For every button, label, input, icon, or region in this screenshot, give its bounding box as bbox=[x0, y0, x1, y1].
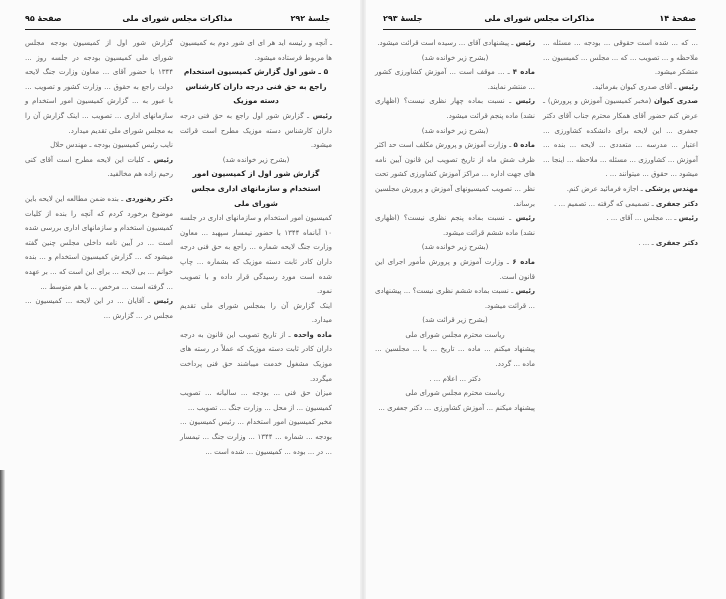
speech-text: ـ نسبت بماده ششم نظری نیست؟ ... پیشنهادی ... قرائت میشود. bbox=[375, 287, 535, 310]
signature: دکتر ... اعلام ... . bbox=[429, 374, 481, 383]
speaker-name: دکتر رهنوردی bbox=[125, 194, 173, 203]
speaker-name: رئیس bbox=[515, 39, 535, 47]
speaker-name: رئیس bbox=[515, 287, 535, 296]
paragraph bbox=[543, 236, 698, 251]
paragraph bbox=[180, 328, 332, 386]
paragraph bbox=[25, 192, 173, 294]
paragraph bbox=[25, 153, 173, 182]
speaker-name: مهندس پزشکی bbox=[645, 184, 698, 193]
speech-text: ـ بنده ضمن مطالعه این لایحه باین موضوع برخورد کردم که آنچه را بنده از کلیات کمیسیون استخدام و سازمانهای اداری بررسی شده است ... در آیین نامه داخلی مجلس چنین گفته میشود که ... گزارش کمیسیون استخدام و ... بنده خوانم ... بی لایحه ... برای این است که ... بر عهده ... گرفته است ... مرخص ... با هم متوسط ... bbox=[25, 194, 173, 291]
article-label: ماده واحده bbox=[293, 330, 332, 339]
session-number: جلسهٔ ۲۹۳ bbox=[383, 14, 423, 23]
speaker-name: دکتر جعفری bbox=[655, 199, 698, 208]
paragraph bbox=[543, 197, 698, 212]
paragraph: پیشنهاد میکنم ... آموزش کشاورزی ... دکتر جعفری ... bbox=[378, 403, 535, 412]
speaker-name: رئیس bbox=[153, 155, 173, 164]
note: (بشرح زیر خوانده شد) bbox=[421, 243, 489, 252]
paragraph: ـ آنچه و رئیسه اید هر ای ای شور دوم به کمیسیون ها مربوط فرستاده میشود. bbox=[180, 39, 332, 62]
speech-text: ـ کلیات این لایحه مطرح است آقای کنی رحیم زاده هم مخالفید. bbox=[25, 155, 173, 179]
paragraph: مخبر کمیسیون امور استخدام ... رئیس کمیسیون ... بودجه ... شماره ... ۱۳۴۴ ... وزارت جنگ ... تیمسار ... در ... بوده ... کمیسیون ... شده است ... bbox=[180, 418, 332, 456]
speech-text: ـ ... مجلس ... آقای ... . bbox=[606, 214, 677, 223]
article-text: ـ ... موقف است ... آموزش کشاورزی کشور ... منتشر نمایند. bbox=[375, 68, 535, 91]
page-number: صفحهٔ ۹۵ bbox=[25, 14, 62, 23]
speaker-name: دکتر جعفری bbox=[655, 238, 698, 247]
subheading: گزارش شور اول از کمیسیون امور استخدام و سازمانهای اداری مجلس شورای ملی bbox=[191, 169, 321, 208]
paragraph bbox=[375, 94, 535, 123]
running-title: مذاکرات مجلس شورای ملی bbox=[122, 14, 233, 23]
paragraph: ... که ... شده است حقوقی ... بودجه ... مسئله ... ملاحظه و ... تصویب ... که ... مجلس ... کمیسیون ... متشکر میشود. bbox=[543, 39, 698, 77]
speech-text: ـ آقایان ... در این لایحه ... کمیسیون ... مجلس در ... گزارش ... bbox=[25, 297, 173, 320]
section-heading: ۵ ـ شور اول گزارش کمیسیون استخدام راجع به حق فنی درجه داران کارشناس دسته موزیک bbox=[183, 67, 329, 106]
paragraph bbox=[375, 36, 535, 51]
left-page-header bbox=[25, 14, 330, 26]
paragraph bbox=[543, 80, 698, 95]
paragraph bbox=[375, 284, 535, 313]
note: (بشرح زیر خوانده شد) bbox=[421, 126, 489, 135]
right-page-header bbox=[383, 14, 696, 26]
article-text: ـ از تاریخ تصویب این قانون به درجه داران کادر ثابت دسته موزیک که عملاً در رسته های موزیک مشغول خدمت میباشند حق فنی پرداخت میگردد. bbox=[180, 330, 332, 383]
right-page-column-left bbox=[375, 36, 535, 415]
paragraph bbox=[180, 109, 332, 153]
article-label: ماده ۶ bbox=[512, 257, 535, 266]
speech-text: ـ ... . bbox=[638, 238, 654, 247]
speaker-name: رئیس bbox=[515, 214, 535, 223]
paragraph: کمیسیون امور استخدام و سازمانهای اداری در جلسه ۱۰ آبانماه ۱۳۴۴ با حضور تیمسار سپهبد ... معاون وزارت جنگ لایحه شماره ... راجع به حق فنی درجه داران کادر ثابت دسته موزیک که بشماره ... چاپ شده است مورد رسیدگی قرار داده و با تصویب نمود. bbox=[180, 214, 332, 296]
paragraph bbox=[543, 94, 698, 182]
header-rule bbox=[383, 29, 696, 30]
article-label: ماده ۵ bbox=[513, 141, 535, 150]
note: (بشرح زیر خوانده شد) bbox=[222, 155, 290, 164]
article-text: ـ وزارت آموزش و پرورش مأمور اجرای این قانون است. bbox=[375, 257, 535, 281]
speaker-name: رئیس bbox=[678, 214, 698, 223]
speech-text: ـ تصمیمی که گرفته ... تصمیم ... . bbox=[554, 199, 654, 208]
paragraph: گزارش شور اول از کمیسیون بودجه مجلس شورای ملی کمیسیون بودجه در جلسه روز ... ۱۳۴۴ با حضور آقای ... معاون وزارت جنگ لایحه دولت راجع به حقوق ... وزارت کشور و تصویب ... با عبور به ... گزارش کمیسیون امور استخدام و سازمانهای اداری ... تصویب ... اینک گزارش آن را به مجلس شورای ملی تقدیم میدارد. bbox=[25, 39, 173, 135]
speech-text: (مخبر کمیسیون آموزش و پرورش) ـ عرض کنم حضور آقای همکار محترم جناب آقای دکتر جعفری ... این لایحه برای دانشکده کشاورزی ... اعتبار ... مدرسه ... متعددی ... لایحه ... بنده ... آموزش ... کشاورزی ... مسئله ... ملاحظه ... اینجا ... میشود ... حقوق ... میتوانند ... . bbox=[543, 97, 698, 179]
paragraph: اینک گزارش آن را بمجلس شورای ملی تقدیم میدارد. bbox=[180, 301, 332, 325]
speaker-name: رئیس bbox=[312, 111, 332, 120]
speaker-name: رئیس bbox=[678, 82, 698, 91]
paragraph bbox=[375, 255, 535, 284]
speaker-name: رئیس bbox=[515, 97, 536, 106]
paragraph bbox=[375, 138, 535, 211]
note: (بشرح زیر قرائت شد) bbox=[422, 316, 488, 325]
right-page bbox=[363, 0, 726, 599]
speech-text: ـ اجازه فرمائید عرض کنم. bbox=[566, 184, 643, 193]
paragraph bbox=[543, 182, 698, 197]
session-number: جلسهٔ ۲۹۲ bbox=[290, 14, 330, 23]
paragraph: پیشنهاد میکنم ... ماده ... تاریخ ... با ... مجلسین ... ماده ... گردد. bbox=[375, 345, 535, 369]
header-rule bbox=[25, 29, 330, 30]
speaker-name: رئیس bbox=[153, 297, 173, 306]
page-number: صفحهٔ ۱۴ bbox=[659, 14, 696, 23]
speech-text: ـ گزارش شور اول راجع به حق فنی درجه داران کارشناس دسته موزیک مطرح است قرائت میشود. bbox=[180, 111, 332, 150]
speech-text: ـ آقای صدری کیوان بفرمائید. bbox=[592, 82, 677, 91]
right-page-column-right bbox=[543, 36, 698, 250]
left-page-column-left bbox=[25, 36, 173, 323]
paragraph bbox=[375, 211, 535, 240]
paragraph bbox=[25, 294, 173, 323]
article-text: ـ وزارت آموزش و پرورش مکلف است حد اکثر ظرف شش ماه از تاریخ تصویب این قانون آیین نامه های جهت اداره ... مراکز آموزش کشاورزی کشور تحت نظر ... تصویب کمیسیونهای آموزش و پرورش مجلسین برساند. bbox=[375, 141, 535, 208]
speech-text: ـ نسبت بماده چهار نظری نیست؟ (اظهاری نشد) ماده پنجم قرائت میشود. bbox=[375, 97, 535, 120]
address-line: ریاست محترم مجلس شورای ملی bbox=[405, 330, 505, 339]
paragraph: میزان حق فنی ... بودجه ... سالیانه ... تصویب کمیسیون ... از محل ... وزارت جنگ ... تصویب ... bbox=[180, 389, 332, 412]
article-label: ماده ۴ bbox=[512, 68, 535, 77]
paragraph: نایب رئیس کمیسیون بودجه ـ مهندس حلال bbox=[50, 141, 173, 150]
speech-text: ـ پیشنهادی آقای ... رسیده است قرائت میشود. bbox=[377, 39, 514, 47]
speech-text: ـ نسبت بماده پنجم نظری نیست؟ (اظهاری نشد) ماده ششم قرائت میشود. bbox=[375, 214, 535, 237]
left-page-column-right bbox=[180, 36, 332, 459]
paragraph bbox=[543, 211, 698, 226]
paragraph bbox=[375, 65, 535, 94]
running-title: مذاکرات مجلس شورای ملی bbox=[484, 14, 595, 23]
address-line: ریاست محترم مجلس شورای ملی bbox=[405, 389, 505, 398]
note: (بشرح زیر خوانده شد) bbox=[421, 53, 489, 62]
speaker-name: صدری کیوان bbox=[654, 97, 698, 106]
